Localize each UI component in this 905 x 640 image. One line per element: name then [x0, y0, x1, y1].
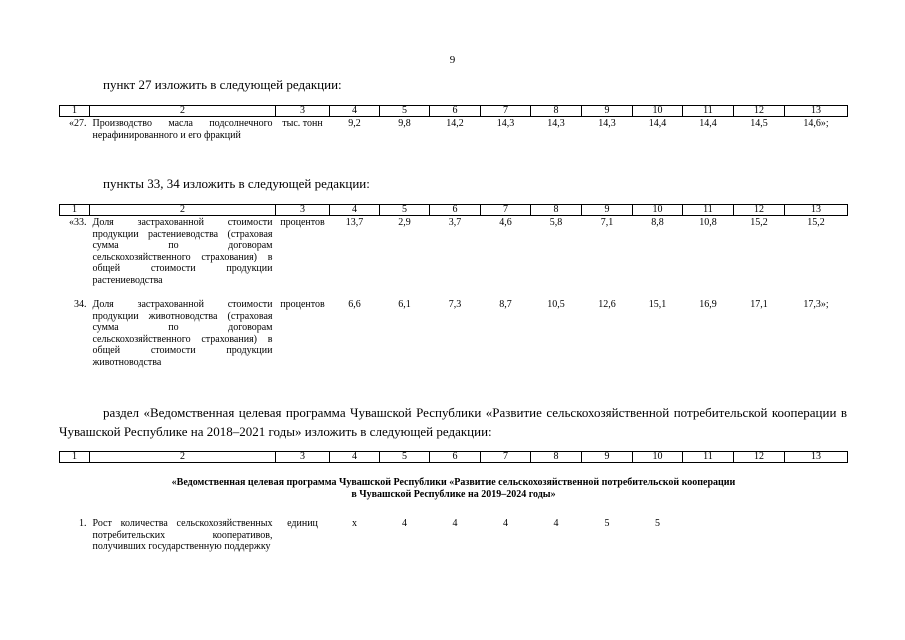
column-number-cell: 10	[633, 106, 683, 117]
column-number-cell: 12	[734, 106, 785, 117]
column-number-row	[60, 205, 848, 216]
indicator-name: Доля застрахованной стоимости продукции растениеводства (страховая сумма по договорам сельскохозяйственного страхования) в общей стоимости продукции растениеводства	[92, 217, 273, 286]
column-number-cell: 8	[531, 106, 582, 117]
column-number-cell: 13	[785, 452, 848, 463]
column-number-cell: 7	[481, 205, 531, 216]
intro-paragraph-33-34: пункты 33, 34 изложить в следующей редакции:	[103, 176, 370, 191]
column-number-cell: 1	[60, 205, 90, 216]
section-paragraph: раздел «Ведомственная целевая программа Чувашской Республики «Развитие сельскохозяйственной потребительской кооперации в Чувашской Республике на 2018–2021 годы» изложить в следующей редакции:	[59, 405, 847, 439]
value-cell	[683, 517, 734, 553]
value-cell: 9,8	[398, 118, 411, 129]
row-spacer	[60, 286, 848, 298]
column-number-cell: 5	[380, 106, 430, 117]
value-cell: 5,8	[549, 217, 563, 228]
program-subheading-line1: «Ведомственная целевая программа Чувашской Республики «Развитие сельскохозяйственной потребительской кооперации	[171, 477, 736, 488]
column-number-cell: 6	[430, 106, 481, 117]
value-cell: 16,9	[699, 299, 717, 310]
column-number-cell: 2	[90, 452, 276, 463]
value-cell: 5	[655, 518, 660, 529]
column-number-cell: 11	[683, 205, 734, 216]
column-number-cell: 11	[683, 452, 734, 463]
column-number-cell: 12	[734, 452, 785, 463]
column-number-cell: 7	[481, 452, 531, 463]
table-row	[60, 216, 848, 287]
value-cell: 7,3	[448, 299, 462, 310]
value-cell: 6,1	[398, 299, 411, 310]
column-number-cell: 1	[60, 452, 90, 463]
row-number: 1.	[79, 518, 87, 529]
column-number-cell: 6	[430, 205, 481, 216]
value-cell: 8,8	[651, 217, 664, 228]
value-cell: 6,6	[348, 299, 361, 310]
value-cell: 3,7	[448, 217, 462, 228]
value-cell: 4,6	[499, 217, 512, 228]
value-cell: 17,3»;	[803, 299, 829, 310]
column-number-cell: 2	[90, 205, 276, 216]
column-number-cell: 5	[380, 452, 430, 463]
unit-cell: процентов	[280, 217, 325, 228]
value-cell: 9,2	[348, 118, 361, 129]
value-cell: 15,1	[648, 299, 667, 310]
column-number-cell: 2	[90, 106, 276, 117]
intro-paragraph-27: пункт 27 изложить в следующей редакции:	[103, 77, 342, 92]
column-number-row	[60, 452, 848, 463]
value-cell: 14,3	[496, 118, 515, 129]
value-cell: 2,9	[398, 217, 411, 228]
value-cell: 17,1	[750, 299, 768, 310]
table-row	[60, 517, 848, 553]
value-cell: 10,8	[699, 217, 717, 228]
column-number-cell: 9	[582, 205, 633, 216]
column-number-cell: 8	[531, 452, 582, 463]
unit-cell: единиц	[287, 518, 318, 529]
column-number-cell: 10	[633, 205, 683, 216]
column-number-row	[60, 106, 848, 117]
column-number-cell: 3	[276, 452, 330, 463]
value-cell: 4	[452, 518, 458, 529]
column-number-cell: 5	[380, 205, 430, 216]
value-cell: 10,5	[547, 299, 565, 310]
value-cell	[785, 517, 848, 553]
value-cell: 7,1	[600, 217, 614, 228]
table-row	[60, 298, 848, 368]
value-cell: 12,6	[598, 299, 616, 310]
column-number-cell: 3	[276, 205, 330, 216]
row-number: 34.	[74, 299, 87, 310]
value-cell	[734, 517, 785, 553]
indicator-table-program	[59, 451, 848, 553]
program-subheading-row	[60, 463, 848, 518]
column-number-cell: 7	[481, 106, 531, 117]
unit-cell: процентов	[280, 299, 325, 310]
column-number-cell: 13	[785, 205, 848, 216]
value-cell: х	[352, 518, 357, 529]
indicator-table-27	[59, 105, 848, 141]
column-number-cell: 9	[582, 452, 633, 463]
value-cell: 14,3	[547, 118, 565, 129]
value-cell: 15,2	[807, 217, 825, 228]
indicator-name: Производство масла подсолнечного нерафинированного и его фракций	[92, 118, 273, 141]
row-number: «27.	[69, 118, 87, 129]
page-number: 9	[449, 54, 456, 66]
value-cell: 15,2	[750, 217, 768, 228]
value-cell: 4	[402, 518, 407, 529]
value-cell: 8,7	[499, 299, 512, 310]
program-subheading-line2: в Чувашской Республике на 2019–2024 годы»	[351, 489, 556, 500]
column-number-cell: 10	[633, 452, 683, 463]
column-number-cell: 4	[330, 106, 380, 117]
indicator-table-33-34	[59, 204, 848, 368]
indicator-name: Рост количества сельскохозяйственных потребительских кооперативов, получивших государственную поддержку	[92, 518, 273, 552]
value-cell: 5	[604, 518, 610, 529]
value-cell: 14,5	[750, 118, 768, 129]
column-number-cell: 13	[785, 106, 848, 117]
column-number-cell: 4	[330, 452, 380, 463]
value-cell: 14,4	[648, 118, 667, 129]
value-cell: 14,4	[699, 118, 717, 129]
value-cell: 14,6»;	[803, 118, 829, 129]
value-cell: 14,3	[598, 118, 616, 129]
column-number-cell: 4	[330, 205, 380, 216]
column-number-cell: 1	[60, 106, 90, 117]
value-cell: 4	[553, 518, 559, 529]
column-number-cell: 12	[734, 205, 785, 216]
indicator-name: Доля застрахованной стоимости продукции животноводства (страховая сумма по договорам сельскохозяйственного страхования) в общей стоимости продукции животноводства	[92, 299, 273, 368]
column-number-cell: 9	[582, 106, 633, 117]
column-number-cell: 6	[430, 452, 481, 463]
column-number-cell: 3	[276, 106, 330, 117]
value-cell: 4	[503, 518, 508, 529]
value-cell: 13,7	[345, 217, 364, 228]
spacer-cell	[60, 286, 848, 298]
program-subheading	[60, 463, 848, 518]
column-number-cell: 8	[531, 205, 582, 216]
value-cell: 14,2	[446, 118, 464, 129]
table-row	[60, 117, 848, 142]
row-number: «33.	[69, 217, 87, 228]
column-number-cell: 11	[683, 106, 734, 117]
unit-cell: тыс. тонн	[282, 118, 323, 129]
